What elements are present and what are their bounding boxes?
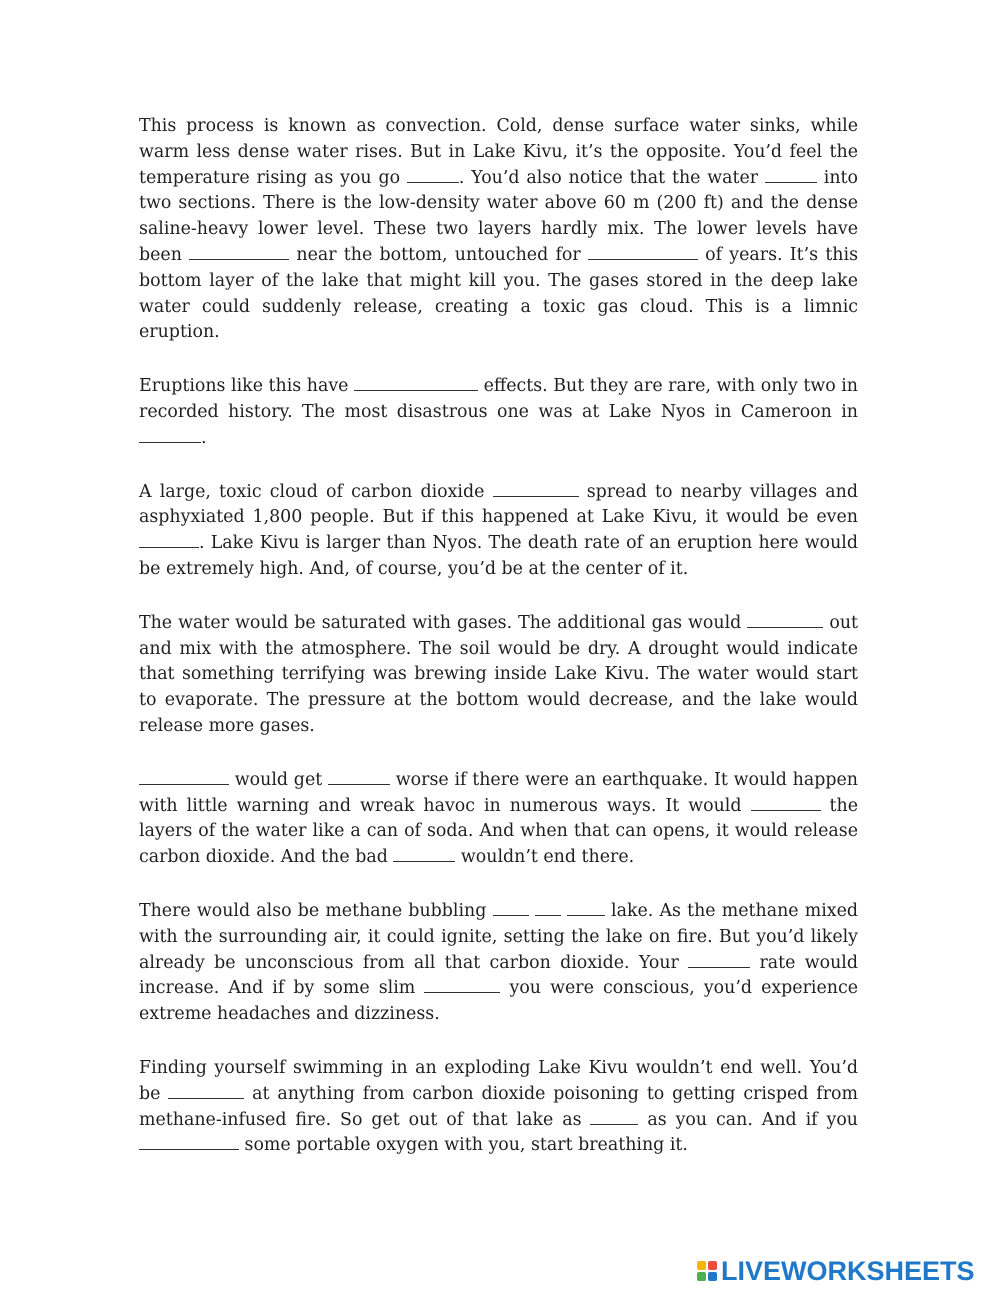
answer-blank[interactable] (765, 181, 817, 183)
paragraph-text: effects. But they are rare, with only two in recorded history. The most disastrous one was at Lake Nyos in Cameroon in (139, 376, 859, 422)
paragraph-text: the layers of the water like a can of soda. And when that can opens, it would release carbon dioxide. And the bad (139, 795, 858, 868)
paragraph-text: of years. It’s this bottom layer of the lake that might kill you. The gases stored in the deep lake water could suddenly release, creating a toxic gas cloud. This is a limnic eruption. (139, 244, 858, 343)
paragraph (139, 1056, 858, 1159)
liveworksheets-logo (697, 1256, 997, 1286)
paragraph-text: would get (229, 769, 329, 790)
logo-square-icon (708, 1272, 717, 1281)
logo-text: LIVEWORKSHEETS (721, 1256, 975, 1286)
paragraph-text: out and mix with the atmosphere. The soil would be dry. A drought would indicate that something terrifying was brewing inside Lake Kivu. The water would start to evaporate. The pressure at the bottom would decrease, and the lake would release more gases. (139, 612, 859, 736)
paragraph-text: as you can. And if you (638, 1109, 858, 1130)
paragraph (139, 611, 858, 740)
answer-blank[interactable] (407, 181, 459, 183)
answer-blank[interactable] (493, 495, 579, 497)
answer-blank[interactable] (688, 966, 750, 968)
paragraph-text: you were conscious, you’d experience extreme headaches and dizziness. (139, 978, 859, 1025)
answer-blank[interactable] (168, 1097, 244, 1099)
paragraph-text: . (201, 427, 207, 448)
answer-blank[interactable] (189, 258, 289, 260)
paragraph-text: spread to nearby villages and asphyxiated 1,800 people. But if this happened at Lake Kivu, it would be even (139, 481, 858, 528)
paragraph-text: Eruptions like this have (139, 376, 355, 397)
paragraph-text: The water would be saturated with gases. The additional gas would (139, 612, 748, 633)
paragraph (139, 374, 858, 451)
answer-blank[interactable] (139, 783, 229, 785)
answer-blank[interactable] (139, 546, 199, 548)
answer-blank[interactable] (328, 783, 390, 785)
answer-blank[interactable] (751, 809, 821, 811)
paragraph-text: lake. As the methane mixed with the surrounding air, it could ignite, setting the lake on fire. But you’d likely already be unconscious from all that carbon dioxide. Your (139, 900, 859, 973)
paragraph (139, 114, 858, 346)
paragraph-text: . Lake Kivu is larger than Nyos. The death rate of an eruption here would be extremely high. And, of course, you’d be at the center of it. (139, 533, 858, 579)
paragraph (139, 768, 858, 871)
paragraph-text: There would also be methane bubbling (139, 900, 493, 921)
logo-square-icon (697, 1261, 706, 1270)
logo-square-icon (708, 1261, 717, 1270)
answer-blank[interactable] (493, 914, 529, 916)
paragraph (139, 899, 858, 1028)
logo-square-icon (697, 1272, 706, 1281)
logo-mark-icon (697, 1261, 717, 1281)
paragraph-text: at anything from carbon dioxide poisoning to getting crisped from methane-infused fire. So get out of that lake as (139, 1083, 858, 1130)
answer-blank[interactable] (590, 1123, 638, 1125)
paragraph-text: This process is known as convection. Cold, dense surface water sinks, while warm less dense water rises. But in Lake Kivu, it’s the opposite. You’d feel the temperature rising as you go (139, 116, 858, 188)
worksheet-text (139, 114, 858, 1159)
paragraph-text: wouldn’t end there. (455, 847, 635, 868)
answer-blank[interactable] (139, 1148, 239, 1150)
answer-blank[interactable] (747, 626, 823, 628)
paragraph-text: rate would increase. And if by some slim (139, 952, 858, 999)
answer-blank[interactable] (535, 914, 561, 916)
paragraph-text: Finding yourself swimming in an exploding Lake Kivu wouldn’t end well. You’d be (139, 1057, 858, 1104)
paragraph-text (529, 901, 535, 921)
answer-blank[interactable] (567, 914, 605, 916)
paragraph-text (561, 901, 567, 921)
paragraph-text: near the bottom, untouched for (289, 244, 588, 265)
answer-blank[interactable] (393, 860, 455, 862)
paragraph-text: A large, toxic cloud of carbon dioxide (139, 481, 493, 502)
answer-blank[interactable] (588, 258, 698, 260)
answer-blank[interactable] (139, 441, 201, 443)
answer-blank[interactable] (354, 389, 478, 391)
paragraph-text: . You’d also notice that the water (458, 167, 765, 188)
paragraph-text: worse if there were an earthquake. It would happen with little warning and wreak havoc in numerous ways. It would (139, 769, 859, 816)
paragraph-text: into two sections. There is the low-density water above 60 m (200 ft) and the dense saline-heavy lower level. These two layers hardly mix. The lower levels have been (139, 167, 858, 265)
paragraph (139, 480, 858, 583)
paragraph-text: some portable oxygen with you, start breathing it. (239, 1135, 688, 1156)
answer-blank[interactable] (424, 991, 500, 993)
